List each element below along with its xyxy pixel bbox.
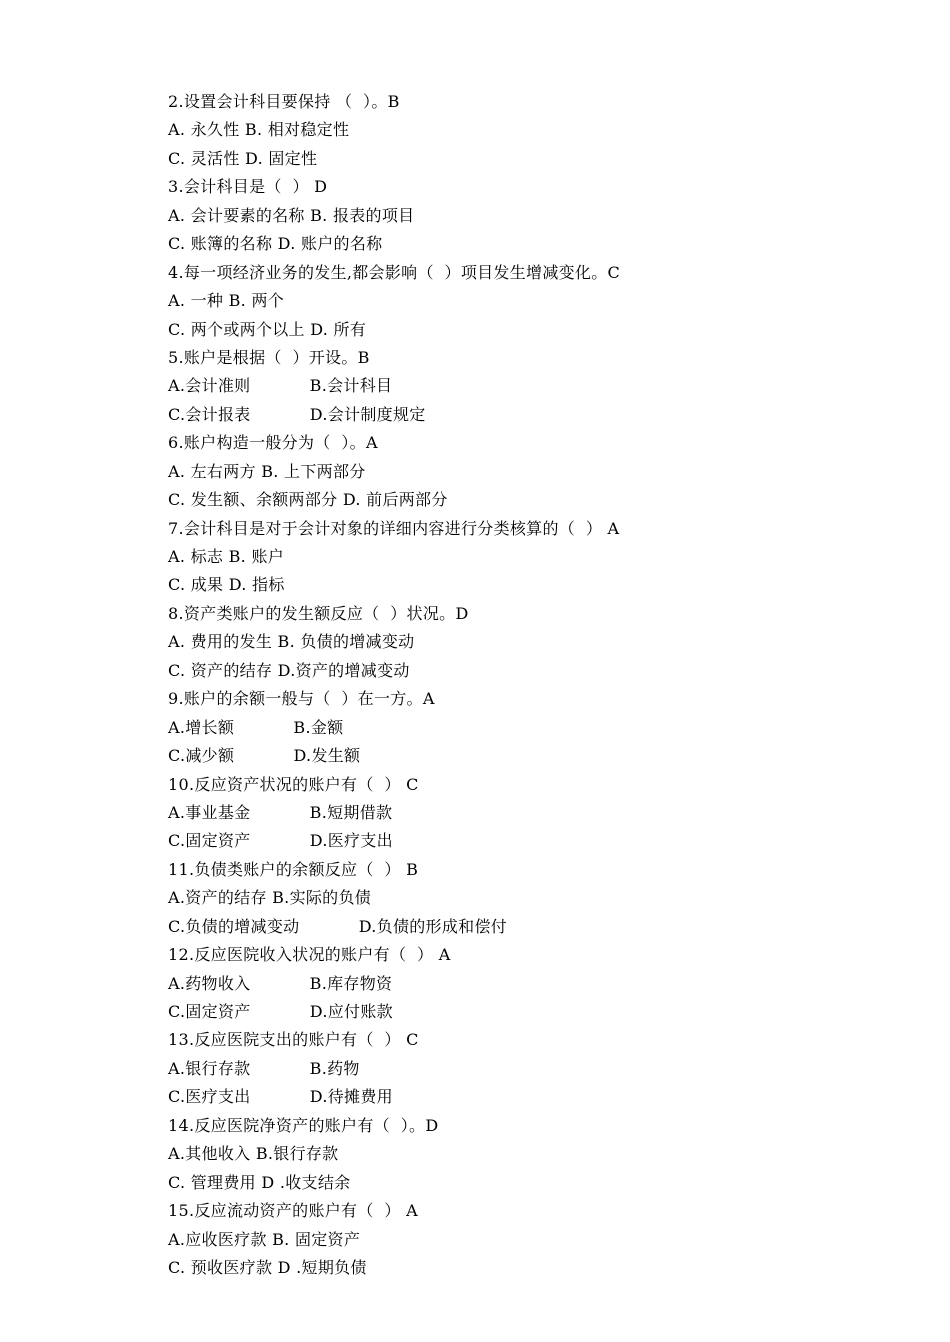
question-12-options-ab: A.药物收入 B.库存物资 (168, 973, 393, 993)
question-3-stem: 3.会计科目是（ ） D (168, 177, 328, 197)
question-3-options-cd: C. 账簿的名称 D. 账户的名称 (168, 234, 383, 254)
question-4-options-ab: A. 一种 B. 两个 (168, 291, 285, 311)
question-12-stem: 12.反应医院收入状况的账户有（ ） A (168, 945, 451, 965)
question-9-options-ab: A.增长额 B.金额 (168, 717, 344, 737)
question-5-stem: 5.账户是根据（ ）开设。B (168, 347, 370, 367)
question-7-stem: 7.会计科目是对于会计对象的详细内容进行分类核算的（ ） A (168, 518, 620, 538)
question-11-options-ab: A.资产的结存 B.实际的负债 (168, 888, 372, 908)
question-2-options-ab: A. 永久性 B. 相对稳定性 (168, 120, 350, 140)
question-list (168, 88, 908, 1282)
question-2-stem: 2.设置会计科目要保持 （ ）。B (168, 92, 400, 111)
question-7-options-ab: A. 标志 B. 账户 (168, 547, 285, 566)
question-15-options-ab: A.应收医疗款 B. 固定资产 (168, 1229, 361, 1249)
question-14-stem: 14.反应医院净资产的账户有（ ）。D (168, 1115, 439, 1135)
question-14-options-ab: A.其他收入 B.银行存款 (168, 1144, 339, 1164)
question-10-options-ab: A.事业基金 B.短期借款 (168, 802, 393, 822)
question-5-options-ab: A.会计准则 B.会计科目 (168, 376, 393, 396)
question-13-options-ab: A.银行存款 B.药物 (168, 1058, 360, 1078)
question-11-stem: 11.负债类账户的余额反应（ ） B (168, 859, 419, 879)
question-11-options-cd: C.负债的增减变动 D.负债的形成和偿付 (168, 916, 508, 936)
question-6-options-cd: C. 发生额、余额两部分 D. 前后两部分 (168, 490, 448, 510)
question-10-options-cd: C.固定资产 D.医疗支出 (168, 831, 393, 851)
question-2-options-cd: C. 灵活性 D. 固定性 (168, 148, 318, 168)
question-9-options-cd: C.减少额 D.发生额 (168, 746, 361, 766)
question-6-options-ab: A. 左右两方 B. 上下两部分 (168, 461, 366, 481)
question-5-options-cd: C.会计报表 D.会计制度规定 (168, 404, 426, 424)
question-6-stem: 6.账户构造一般分为（ ）。A (168, 433, 378, 453)
question-7-options-cd: C. 成果 D. 指标 (168, 575, 285, 595)
question-4-stem: 4.每一项经济业务的发生,都会影响（ ）项目发生增减变化。C (168, 262, 621, 282)
question-10-stem: 10.反应资产状况的账户有（ ） C (168, 774, 419, 794)
question-13-stem: 13.反应医院支出的账户有（ ） C (168, 1030, 419, 1050)
question-13-options-cd: C.医疗支出 D.待摊费用 (168, 1087, 393, 1107)
question-15-stem: 15.反应流动资产的账户有（ ） A (168, 1201, 418, 1221)
question-15-options-cd: C. 预收医疗款 D .短期负债 (168, 1257, 367, 1277)
question-3-options-ab: A. 会计要素的名称 B. 报表的项目 (168, 205, 415, 225)
question-8-options-ab: A. 费用的发生 B. 负债的增减变动 (168, 632, 415, 652)
question-12-options-cd: C.固定资产 D.应付账款 (168, 1002, 393, 1021)
question-8-options-cd: C. 资产的结存 D.资产的增减变动 (168, 660, 410, 680)
question-4-options-cd: C. 两个或两个以上 D. 所有 (168, 319, 367, 339)
question-9-stem: 9.账户的余额一般与（ ）在一方。A (168, 689, 435, 709)
question-8-stem: 8.资产类账户的发生额反应（ ）状况。D (168, 603, 469, 623)
question-14-options-cd: C. 管理费用 D .收支结余 (168, 1172, 351, 1192)
